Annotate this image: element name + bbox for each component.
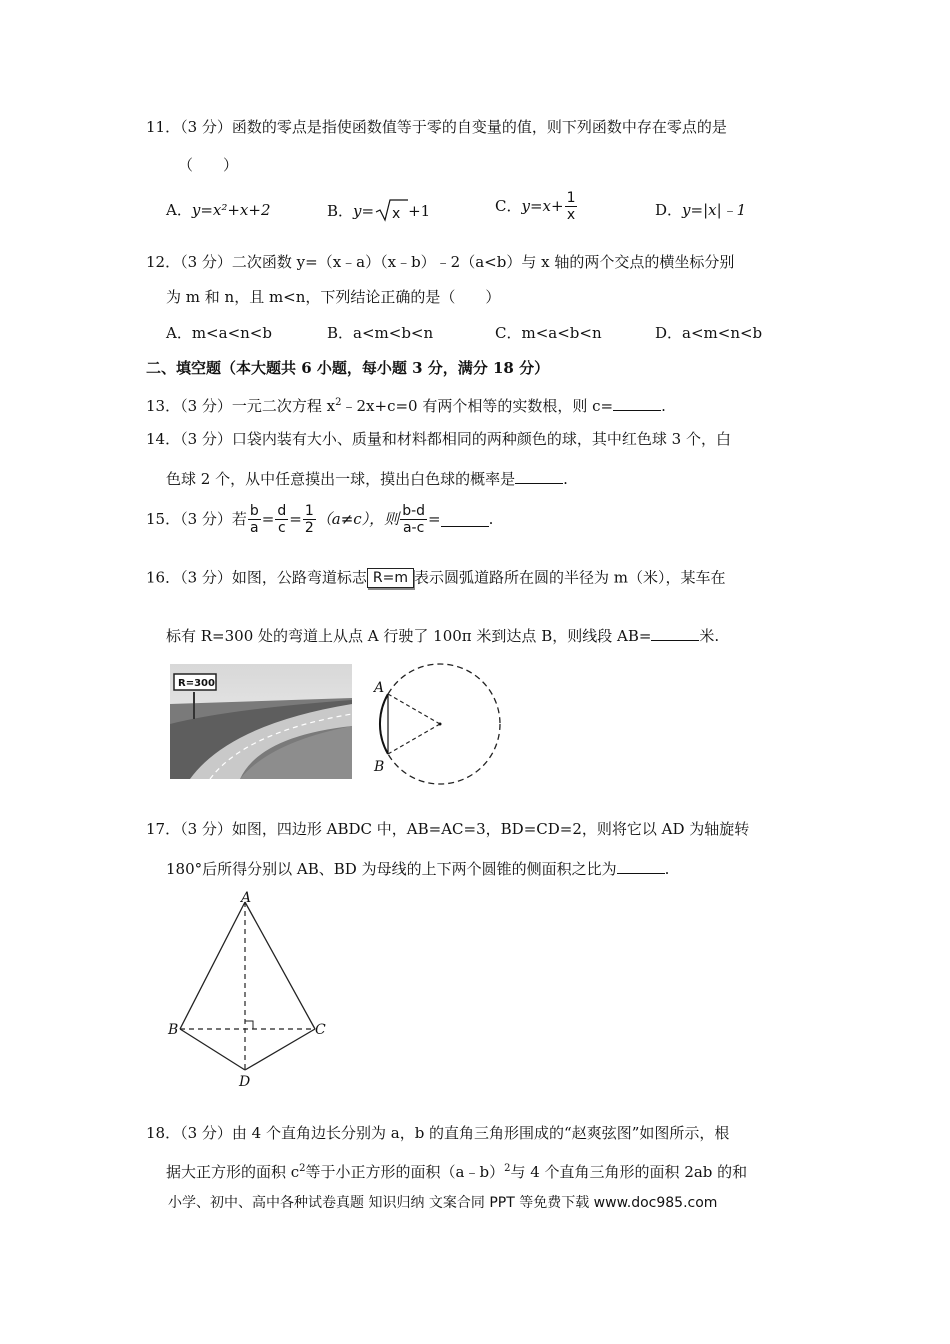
fraction-one-half [303,503,316,536]
option-prefix: y=x+ [521,197,564,216]
fraction-numerator: b [249,503,259,519]
option-label: C． [495,197,522,216]
point-a-label: A [374,680,385,696]
q11-paren: （ ） [178,156,239,174]
q11-option-d [655,203,746,218]
fraction-denominator: 2 [304,520,314,537]
q11-option-b [327,198,430,222]
q16-line2-text: 标有 R=300 处的弯道上从点 A 行驶了 100π 米到达点 B，则线段 AB= [166,627,652,645]
road-curve-photo [170,664,352,779]
option-prefix: y= [353,202,375,220]
equals: = [289,510,302,529]
fraction-numerator: 1 [304,503,314,519]
q14-line1: 14．（3 分）口袋内装有大小、质量和材料都相同的两种颜色的球，其中红色球 3 个，白 [146,430,731,448]
fraction-numerator: 1 [566,190,576,206]
fraction [565,190,578,223]
q18-line2-part1: 据大正方形的面积 c [166,1163,300,1181]
option-label: B． [327,202,354,220]
fraction-denominator: c [277,520,286,537]
fraction-numerator: d [277,503,287,519]
fraction-denominator: x [566,207,576,224]
q13-text-after: ﹣2x+c=0 有两个相等的实数根，则 c= [341,397,614,415]
q16-line2 [166,627,719,644]
q14-line2-text: 色球 2 个，从中任意摸出一球，摸出白色球的概率是 [166,470,516,488]
q12-option-d: D．a<m<n<b [655,324,763,342]
q18-line2 [166,1165,747,1180]
q12-stem-line2: 为 m 和 n，且 m<n，下列结论正确的是（ ） [166,288,501,306]
option-text: y=|x|﹣1 [682,201,747,219]
q18-line2-part2: 等于小正方形的面积（a﹣b） [305,1163,505,1181]
point-b-label: B [374,759,385,775]
option-text: y=x²+x+2 [191,201,271,219]
q13-end: . [661,397,666,415]
q15-condition: （a≠c），则 [316,510,400,529]
q16-prefix: 16．（3 分）如图，公路弯道标志 [146,568,367,587]
page-footer: 小学、初中、高中各种试卷真题 知识归纳 文案合同 PPT 等免费下载 www.doc985.com [168,1195,718,1211]
q17-line2-text: 180°后所得分别以 AB、BD 为母线的上下两个圆锥的侧面积之比为 [166,860,617,878]
q12-option-b: B．a<m<b<n [327,324,434,342]
q15-prefix: 15．（3 分）若 [146,510,247,529]
answer-blank [441,513,489,527]
section-heading: 二、填空题（本大题共 6 小题，每小题 3 分，满分 18 分） [146,359,550,377]
photo-sign-label: R=300 [178,678,215,689]
fraction-denominator: a-c [402,520,425,537]
arc-circle-diagram [368,660,508,788]
option-suffix: +1 [408,202,431,220]
fraction-target [400,503,427,536]
q14-end: . [563,470,568,488]
q11-stem: 11．（3 分）函数的零点是指使函数值等于零的自变量的值，则下列函数中存在零点的是 [146,118,727,136]
fraction-d-over-c [275,503,288,536]
q13 [146,397,666,414]
road-sign-icon: R=m [367,568,414,588]
q15-end: . [488,510,494,529]
fraction-denominator: a [250,520,259,537]
q18-exponent: 2 [299,1163,306,1174]
q11-option-a [166,203,271,218]
kite-quadrilateral-diagram [165,888,340,1088]
answer-blank [515,470,563,484]
vertex-c-label: C [315,1022,326,1038]
q14-line2 [166,470,568,487]
vertex-a-label: A [241,890,252,906]
q13-exponent: 2 [335,397,342,408]
q18-line1: 18．（3 分）由 4 个直角边长分别为 a，b 的直角三角形围成的“赵爽弦图”如图所示，根 [146,1124,730,1142]
q17-line2 [166,860,669,877]
q11-option-c [495,190,578,223]
equals: = [261,510,275,529]
answer-blank [651,627,699,641]
fraction-b-over-a [248,503,261,536]
q16-suffix: 表示圆弧道路所在圆的半径为 m（米），某车在 [414,568,726,587]
q12-option-a: A．m<a<n<b [166,324,272,342]
answer-blank [617,860,665,874]
sqrt-radicand: x [392,206,401,222]
q16-line1 [146,568,726,588]
vertex-d-label: D [239,1074,251,1088]
q12-option-c: C．m<a<b<n [495,324,602,342]
q16-line2-end: 米. [699,627,720,645]
q15 [146,503,493,536]
q12-stem-line1: 12．（3 分）二次函数 y=（x﹣a）（x﹣b）﹣2（a<b）与 x 轴的两个交点的横坐标分别 [146,253,735,271]
equals: = [428,510,441,529]
answer-blank [613,397,661,411]
q18-line2-part3: 与 4 个直角三角形的面积 2ab 的和 [510,1163,748,1181]
fraction-numerator: b-d [402,503,426,519]
q17-line1: 17．（3 分）如图，四边形 ABDC 中，AB=AC=3，BD=CD=2，则将它以 AD 为轴旋转 [146,820,750,838]
q18-exponent: 2 [504,1163,511,1174]
option-label: A． [166,201,192,219]
sqrt-icon [374,198,408,222]
q17-end: . [664,860,670,878]
q13-text-before: 13．（3 分）一元二次方程 x [146,397,336,415]
sqrt-symbol [374,198,408,222]
option-label: D． [655,201,683,219]
vertex-b-label: B [168,1022,179,1038]
